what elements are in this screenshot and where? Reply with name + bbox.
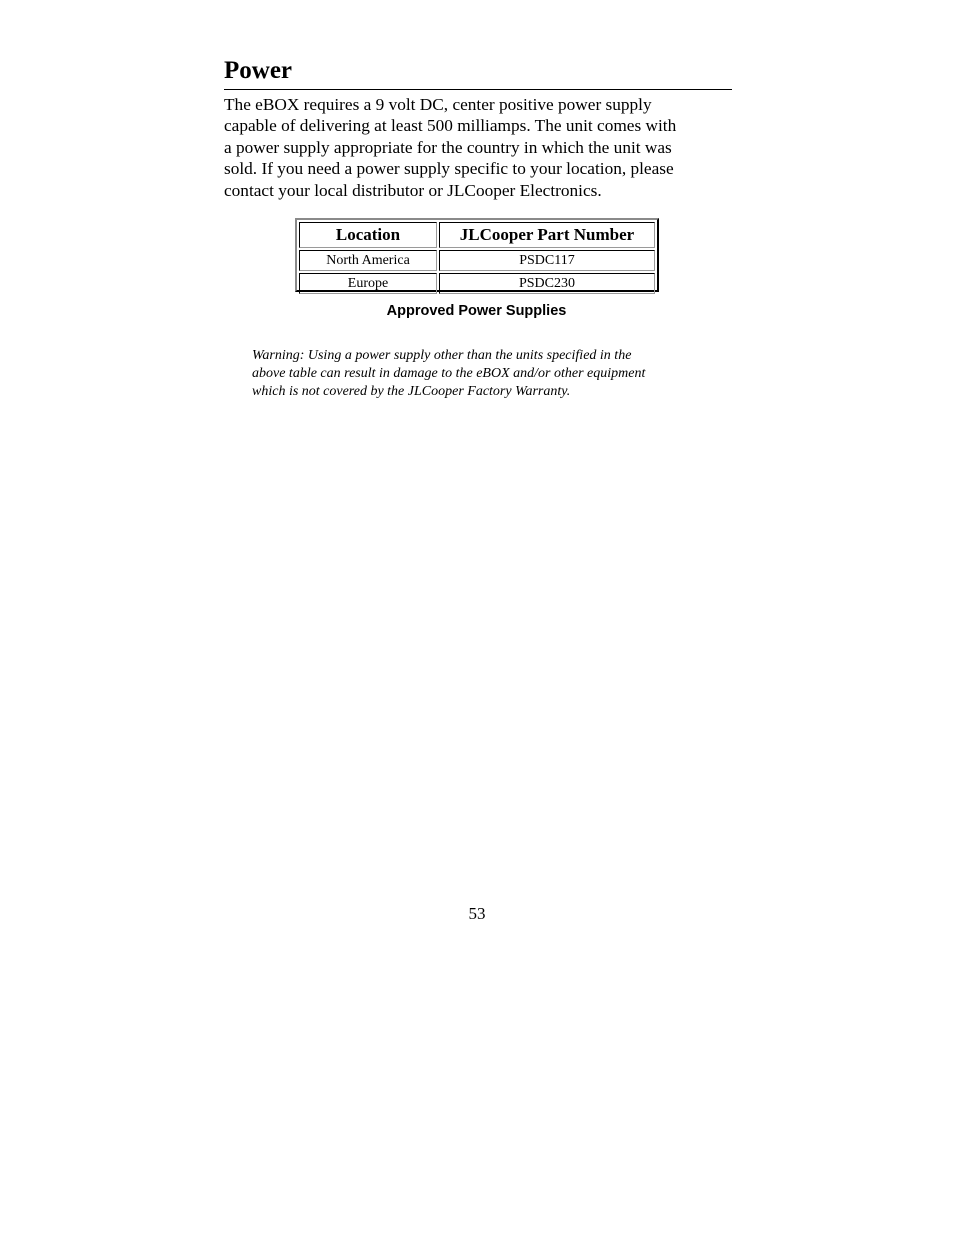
- section-title: Power: [224, 57, 293, 84]
- warning-line: above table can result in damage to the eBOX and/or other equipment: [252, 366, 646, 381]
- intro-line: capable of delivering at least 500 milliamps. The unit comes with: [224, 116, 677, 136]
- cell-part-number: PSDC230: [439, 273, 655, 294]
- warning-line: which is not covered by the JLCooper Factory Warranty.: [252, 384, 571, 399]
- warning-note: [252, 347, 712, 401]
- cell-part-number: PSDC117: [439, 250, 655, 271]
- header-location: Location: [299, 222, 437, 248]
- page-number: 53: [468, 904, 486, 923]
- power-supply-table-frame: [295, 218, 659, 292]
- cell-location: Europe: [299, 273, 437, 294]
- intro-paragraph: [224, 94, 734, 201]
- header-part-number: JLCooper Part Number: [439, 222, 655, 248]
- intro-line: a power supply appropriate for the country in which the unit was: [224, 137, 672, 157]
- table-header-row: [299, 222, 655, 248]
- section-heading: [224, 54, 732, 90]
- intro-line: contact your local distributor or JLCooper Electronics.: [224, 180, 602, 200]
- table-row: [299, 250, 655, 271]
- intro-line: The eBOX requires a 9 volt DC, center positive power supply: [224, 95, 652, 114]
- table-row: [299, 273, 655, 294]
- intro-line: sold. If you need a power supply specific to your location, please: [224, 159, 674, 179]
- cell-location: North America: [299, 250, 437, 271]
- table-caption: Approved Power Supplies: [386, 303, 567, 319]
- warning-line: Warning: Using a power supply other than the units specified in the: [252, 348, 632, 363]
- power-supply-table: [297, 220, 657, 296]
